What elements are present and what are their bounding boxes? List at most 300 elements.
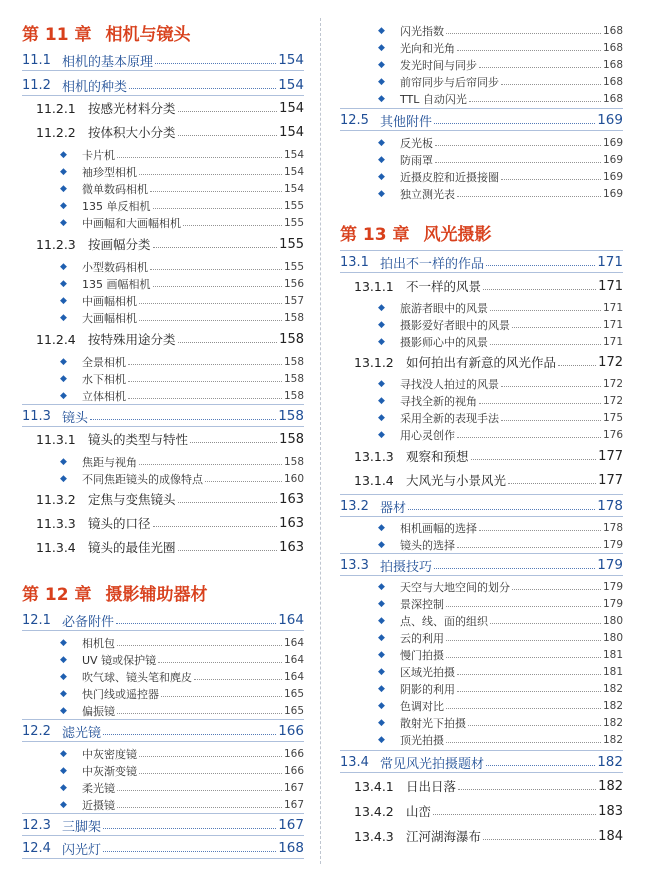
page-number: 169: [602, 136, 623, 149]
subsection-number: 13.1.4: [354, 472, 394, 488]
toc-item[interactable]: [340, 333, 623, 350]
subsection-title: 按感光材料分类: [88, 101, 176, 116]
leader-dots: [178, 550, 278, 551]
leader-dots: [161, 696, 282, 697]
leader-dots: [116, 623, 276, 624]
item-title: 中画幅和大画幅相机: [82, 216, 181, 230]
item-title: 色调对比: [400, 699, 444, 713]
item-title: 散射光下拍摄: [400, 716, 466, 730]
leader-dots: [128, 364, 282, 365]
toc-item[interactable]: [340, 612, 623, 629]
leader-dots: [155, 63, 276, 64]
toc-item[interactable]: [340, 39, 623, 56]
page-number: 156: [283, 277, 304, 290]
item-title: 近摄镜: [82, 798, 115, 812]
section-rule: [22, 426, 304, 427]
leader-dots: [471, 459, 597, 460]
section-number: 13.4: [340, 754, 369, 770]
toc-item[interactable]: [22, 702, 304, 719]
section-title: 闪光灯: [62, 842, 102, 858]
page-number: 168: [602, 75, 623, 88]
leader-dots: [117, 157, 282, 158]
section-rule: [22, 630, 304, 631]
page-number: 164: [283, 636, 304, 649]
page-number: 172: [602, 394, 623, 407]
subsection-number: 11.3.1: [36, 431, 76, 447]
toc-item[interactable]: [340, 134, 623, 151]
leader-dots: [501, 84, 601, 85]
item-title: 慢门拍摄: [400, 648, 444, 662]
page-number: 154: [279, 100, 304, 116]
toc-section-12-5[interactable]: [340, 110, 623, 130]
section-number: 11.1: [22, 52, 51, 68]
toc-item[interactable]: [340, 375, 623, 392]
page-number: 166: [283, 747, 304, 760]
toc-section-13-1[interactable]: [340, 252, 623, 272]
toc-subsection-13-1-1[interactable]: [340, 276, 623, 296]
toc-section-13-3[interactable]: [340, 555, 623, 575]
toc-section-13-4[interactable]: [340, 752, 623, 772]
toc-item[interactable]: [340, 56, 623, 73]
leader-dots: [490, 344, 601, 345]
item-title: 相机画幅的选择: [400, 521, 477, 535]
section-rule: [340, 516, 623, 517]
leader-dots: [103, 734, 276, 735]
page-number: 155: [283, 199, 304, 212]
subsection-title: 镜头的最佳光圈: [88, 540, 176, 555]
leader-dots: [90, 419, 276, 420]
page-number: 158: [279, 431, 304, 447]
leader-dots: [486, 265, 595, 266]
toc-subsection-11-2-2[interactable]: [22, 122, 304, 142]
item-title: 摄影师心中的风景: [400, 335, 488, 349]
page-number: 184: [598, 828, 623, 844]
subsection-title: 大风光与小景风光: [406, 473, 507, 488]
diamond-bullet-icon: ◆: [60, 705, 67, 716]
toc-subsection-13-4-3[interactable]: [340, 826, 623, 846]
leader-dots: [457, 547, 601, 548]
leader-dots: [129, 88, 276, 89]
chapter-number: 第 11 章: [22, 24, 92, 45]
item-title: 相机包: [82, 636, 115, 650]
toc-item[interactable]: [340, 595, 623, 612]
item-title: 反光板: [400, 136, 433, 150]
page-number: 176: [602, 428, 623, 441]
toc-item[interactable]: [340, 578, 623, 595]
toc-item[interactable]: [340, 697, 623, 714]
subsection-number: 11.3.2: [36, 491, 76, 507]
diamond-bullet-icon: ◆: [60, 782, 67, 793]
subsection-title: 日出日落: [406, 779, 457, 794]
leader-dots: [490, 623, 601, 624]
toc-item[interactable]: [22, 146, 304, 163]
toc-item[interactable]: [22, 745, 304, 762]
subsection-title: 镜头的口径: [88, 516, 151, 531]
diamond-bullet-icon: ◆: [378, 42, 385, 53]
leader-dots: [457, 196, 601, 197]
leader-dots: [446, 657, 601, 658]
diamond-bullet-icon: ◆: [60, 671, 67, 682]
subsection-number: 13.4.2: [354, 803, 394, 819]
section-number: 11.3: [22, 408, 51, 424]
leader-dots: [128, 381, 282, 382]
diamond-bullet-icon: ◆: [378, 632, 385, 643]
page-number: 158: [278, 408, 304, 424]
section-title: 镜头: [62, 410, 89, 426]
item-title: 小型数码相机: [82, 260, 148, 274]
diamond-bullet-icon: ◆: [60, 748, 67, 759]
toc-item[interactable]: [340, 151, 623, 168]
diamond-bullet-icon: ◆: [378, 717, 385, 728]
section-number: 12.4: [22, 840, 51, 856]
section-number: 12.3: [22, 817, 51, 833]
page-number: 179: [602, 538, 623, 551]
toc-item[interactable]: [340, 316, 623, 333]
diamond-bullet-icon: ◆: [60, 183, 67, 194]
subsection-title: 按体积大小分类: [88, 125, 176, 140]
leader-dots: [483, 289, 596, 290]
page-number: 179: [602, 580, 623, 593]
toc-item[interactable]: [340, 536, 623, 553]
leader-dots: [468, 725, 601, 726]
page-number: 169: [602, 153, 623, 166]
diamond-bullet-icon: ◆: [60, 765, 67, 776]
diamond-bullet-icon: ◆: [60, 312, 67, 323]
page-number: 172: [598, 354, 623, 370]
toc-item[interactable]: [22, 353, 304, 370]
section-title: 拍出不一样的作品: [380, 256, 485, 272]
leader-dots: [139, 464, 282, 465]
toc-subsection-13-4-2[interactable]: [340, 801, 623, 821]
item-title: 大画幅相机: [82, 311, 137, 325]
subsection-number: 11.2.4: [36, 331, 76, 347]
page-number: 168: [602, 92, 623, 105]
leader-dots: [183, 225, 282, 226]
page-number: 164: [278, 612, 304, 628]
page-number: 182: [602, 699, 623, 712]
section-rule: [340, 272, 623, 273]
diamond-bullet-icon: ◆: [378, 25, 385, 36]
toc-item[interactable]: [22, 292, 304, 309]
section-rule: [22, 719, 304, 720]
toc-subsection-11-2-4[interactable]: [22, 329, 304, 349]
leader-dots: [446, 742, 601, 743]
chapter-12-heading[interactable]: [22, 578, 304, 606]
leader-dots: [501, 420, 601, 421]
toc-section-12-3[interactable]: [22, 815, 304, 835]
item-title: 寻找全新的视角: [400, 394, 477, 408]
diamond-bullet-icon: ◆: [60, 356, 67, 367]
section-number: 12.1: [22, 612, 51, 628]
toc-item[interactable]: [22, 214, 304, 231]
diamond-bullet-icon: ◆: [60, 261, 67, 272]
toc-item[interactable]: [340, 168, 623, 185]
page-number: 154: [279, 124, 304, 140]
item-title: 点、线、面的组织: [400, 614, 488, 628]
page-number: 158: [283, 389, 304, 402]
leader-dots: [501, 386, 601, 387]
toc-subsection-11-2-3[interactable]: [22, 234, 304, 254]
toc-item[interactable]: [340, 663, 623, 680]
item-title: 135 画幅相机: [82, 277, 151, 291]
toc-item[interactable]: [340, 646, 623, 663]
toc-item[interactable]: [22, 309, 304, 326]
leader-dots: [508, 483, 596, 484]
item-title: UV 镜或保护镜: [82, 653, 157, 667]
toc-item[interactable]: [22, 370, 304, 387]
leader-dots: [128, 398, 282, 399]
toc-item[interactable]: [22, 779, 304, 796]
toc-item[interactable]: [340, 519, 623, 536]
chapter-title: 风光摄影: [423, 224, 492, 245]
section-title: 相机的基本原理: [62, 54, 154, 70]
page-number: 178: [597, 498, 623, 514]
subsection-number: 11.2.3: [36, 236, 76, 252]
page-number: 158: [283, 355, 304, 368]
chapter-13-heading[interactable]: [340, 218, 623, 246]
diamond-bullet-icon: ◆: [378, 171, 385, 182]
section-title: 相机的种类: [62, 79, 128, 95]
leader-dots: [117, 807, 282, 808]
item-title: 独立测光表: [400, 187, 455, 201]
toc-item[interactable]: [340, 680, 623, 697]
toc-item[interactable]: [22, 387, 304, 404]
leader-dots: [158, 662, 282, 663]
page-number: 154: [283, 182, 304, 195]
toc-subsection-11-2-1[interactable]: [22, 98, 304, 118]
page-number: 182: [602, 716, 623, 729]
toc-subsection-13-1-4[interactable]: [340, 470, 623, 490]
leader-dots: [139, 174, 282, 175]
item-title: 旅游者眼中的风景: [400, 301, 488, 315]
leader-dots: [490, 310, 601, 311]
leader-dots: [457, 674, 601, 675]
toc-item[interactable]: [340, 73, 623, 90]
diamond-bullet-icon: ◆: [378, 581, 385, 592]
page-number: 181: [602, 665, 623, 678]
toc-subsection-11-3-3[interactable]: [22, 513, 304, 533]
section-rule: [340, 750, 623, 751]
page-number: 171: [598, 278, 623, 294]
diamond-bullet-icon: ◆: [378, 700, 385, 711]
leader-dots: [178, 111, 278, 112]
leader-dots: [153, 526, 278, 527]
toc-subsection-13-1-2[interactable]: [340, 352, 623, 372]
item-title: 闪光指数: [400, 24, 444, 38]
page-number: 175: [602, 411, 623, 424]
page-number: 179: [597, 557, 623, 573]
chapter-11-heading[interactable]: [22, 18, 304, 46]
toc-item[interactable]: [340, 731, 623, 748]
toc-item[interactable]: [22, 651, 304, 668]
section-rule: [22, 70, 304, 71]
section-number: 11.2: [22, 77, 51, 93]
toc-item[interactable]: [340, 185, 623, 202]
item-title: 135 单反相机: [82, 199, 151, 213]
toc-item[interactable]: [340, 714, 623, 731]
leader-dots: [139, 303, 282, 304]
leader-dots: [483, 839, 596, 840]
page-number: 182: [602, 682, 623, 695]
item-title: 微单数码相机: [82, 182, 148, 196]
section-rule: [340, 553, 623, 554]
leader-dots: [178, 502, 278, 503]
item-title: 焦距与视角: [82, 455, 137, 469]
section-rule: [22, 858, 304, 859]
toc-subsection-11-3-2[interactable]: [22, 489, 304, 509]
toc-item[interactable]: [22, 163, 304, 180]
item-title: 寻找没人拍过的风景: [400, 377, 499, 391]
item-title: 摄影爱好者眼中的风景: [400, 318, 510, 332]
section-rule: [340, 250, 623, 251]
toc-item[interactable]: [22, 275, 304, 292]
leader-dots: [457, 691, 601, 692]
toc-item[interactable]: [340, 90, 623, 107]
toc-section-12-2[interactable]: [22, 721, 304, 741]
diamond-bullet-icon: ◆: [60, 373, 67, 384]
leader-dots: [190, 442, 277, 443]
diamond-bullet-icon: ◆: [60, 799, 67, 810]
item-title: 水下相机: [82, 372, 126, 386]
toc-subsection-11-3-4[interactable]: [22, 537, 304, 557]
section-title: 三脚架: [62, 819, 102, 835]
diamond-bullet-icon: ◆: [378, 683, 385, 694]
leader-dots: [178, 342, 278, 343]
toc-item[interactable]: [22, 180, 304, 197]
diamond-bullet-icon: ◆: [60, 278, 67, 289]
toc-item[interactable]: [340, 299, 623, 316]
section-number: 12.2: [22, 723, 51, 739]
toc-item[interactable]: [22, 796, 304, 813]
leader-dots: [408, 509, 595, 510]
section-number: 12.5: [340, 112, 369, 128]
toc-item[interactable]: [22, 197, 304, 214]
page-number: 179: [602, 597, 623, 610]
toc-subsection-13-1-3[interactable]: [340, 446, 623, 466]
subsection-number: 13.4.1: [354, 778, 394, 794]
leader-dots: [139, 756, 282, 757]
toc-subsection-13-4-1[interactable]: [340, 776, 623, 796]
page-number: 183: [598, 803, 623, 819]
section-number: 13.2: [340, 498, 369, 514]
item-title: 立体相机: [82, 389, 126, 403]
item-title: 偏振镜: [82, 704, 115, 718]
leader-dots: [479, 530, 601, 531]
page-number: 154: [283, 165, 304, 178]
toc-section-11-2[interactable]: [22, 75, 304, 95]
toc-item[interactable]: [22, 634, 304, 651]
page-number: 178: [602, 521, 623, 534]
section-rule: [340, 108, 623, 109]
diamond-bullet-icon: ◆: [378, 615, 385, 626]
leader-dots: [469, 101, 601, 102]
page-number: 168: [602, 24, 623, 37]
page-number: 164: [283, 670, 304, 683]
toc-item[interactable]: [340, 629, 623, 646]
diamond-bullet-icon: ◆: [378, 649, 385, 660]
diamond-bullet-icon: ◆: [378, 137, 385, 148]
toc-item[interactable]: [22, 258, 304, 275]
toc-item[interactable]: [340, 392, 623, 409]
toc-item[interactable]: [340, 22, 623, 39]
leader-dots: [486, 765, 595, 766]
diamond-bullet-icon: ◆: [378, 666, 385, 677]
item-title: 天空与大地空间的划分: [400, 580, 510, 594]
diamond-bullet-icon: ◆: [378, 378, 385, 389]
toc-section-11-3[interactable]: [22, 406, 304, 426]
diamond-bullet-icon: ◆: [60, 654, 67, 665]
subsection-number: 13.1.1: [354, 278, 394, 294]
toc-section-11-1[interactable]: [22, 50, 304, 70]
toc-item[interactable]: [22, 685, 304, 702]
diamond-bullet-icon: ◆: [378, 598, 385, 609]
item-title: 区域光拍摄: [400, 665, 455, 679]
subsection-title: 如何拍出有新意的风光作品: [406, 355, 557, 370]
section-rule: [340, 772, 623, 773]
toc-section-12-1[interactable]: [22, 610, 304, 630]
leader-dots: [479, 67, 601, 68]
subsection-title: 观察和预想: [406, 449, 469, 464]
diamond-bullet-icon: ◆: [60, 295, 67, 306]
leader-dots: [103, 828, 276, 829]
section-title: 器材: [380, 500, 407, 516]
leader-dots: [512, 589, 601, 590]
item-title: 采用全新的表现手法: [400, 411, 499, 425]
item-title: 卡片机: [82, 148, 115, 162]
item-title: 柔光镜: [82, 781, 115, 795]
toc-section-13-2[interactable]: [340, 496, 623, 516]
toc-item[interactable]: [22, 668, 304, 685]
leader-dots: [139, 320, 282, 321]
page-number: 168: [602, 58, 623, 71]
page-number: 168: [278, 840, 304, 856]
page-number: 154: [278, 52, 304, 68]
toc-item[interactable]: [340, 426, 623, 443]
item-title: 吹气球、镜头笔和麂皮: [82, 670, 192, 684]
item-title: 防雨罩: [400, 153, 433, 167]
toc-item[interactable]: [22, 470, 304, 487]
leader-dots: [139, 773, 282, 774]
toc-section-12-4[interactable]: [22, 838, 304, 858]
subsection-number: 11.2.2: [36, 124, 76, 140]
page-number: 172: [602, 377, 623, 390]
toc-item[interactable]: [22, 762, 304, 779]
page-number: 171: [602, 301, 623, 314]
leader-dots: [117, 645, 282, 646]
leader-dots: [150, 191, 282, 192]
leader-dots: [457, 50, 601, 51]
toc-item[interactable]: [340, 409, 623, 426]
diamond-bullet-icon: ◆: [378, 539, 385, 550]
toc-item[interactable]: [22, 453, 304, 470]
item-title: 镜头的选择: [400, 538, 455, 552]
section-title: 必备附件: [62, 614, 115, 630]
page-number: 167: [283, 798, 304, 811]
leader-dots: [153, 208, 282, 209]
toc-subsection-11-3-1[interactable]: [22, 429, 304, 449]
section-rule: [22, 741, 304, 742]
section-rule: [22, 95, 304, 96]
page-number: 157: [283, 294, 304, 307]
diamond-bullet-icon: ◆: [378, 59, 385, 70]
page-number: 169: [597, 112, 623, 128]
diamond-bullet-icon: ◆: [378, 319, 385, 330]
page-number: 177: [598, 448, 623, 464]
item-title: 中灰密度镜: [82, 747, 137, 761]
page-number: 182: [602, 733, 623, 746]
page-number: 154: [283, 148, 304, 161]
subsection-number: 13.1.2: [354, 354, 394, 370]
